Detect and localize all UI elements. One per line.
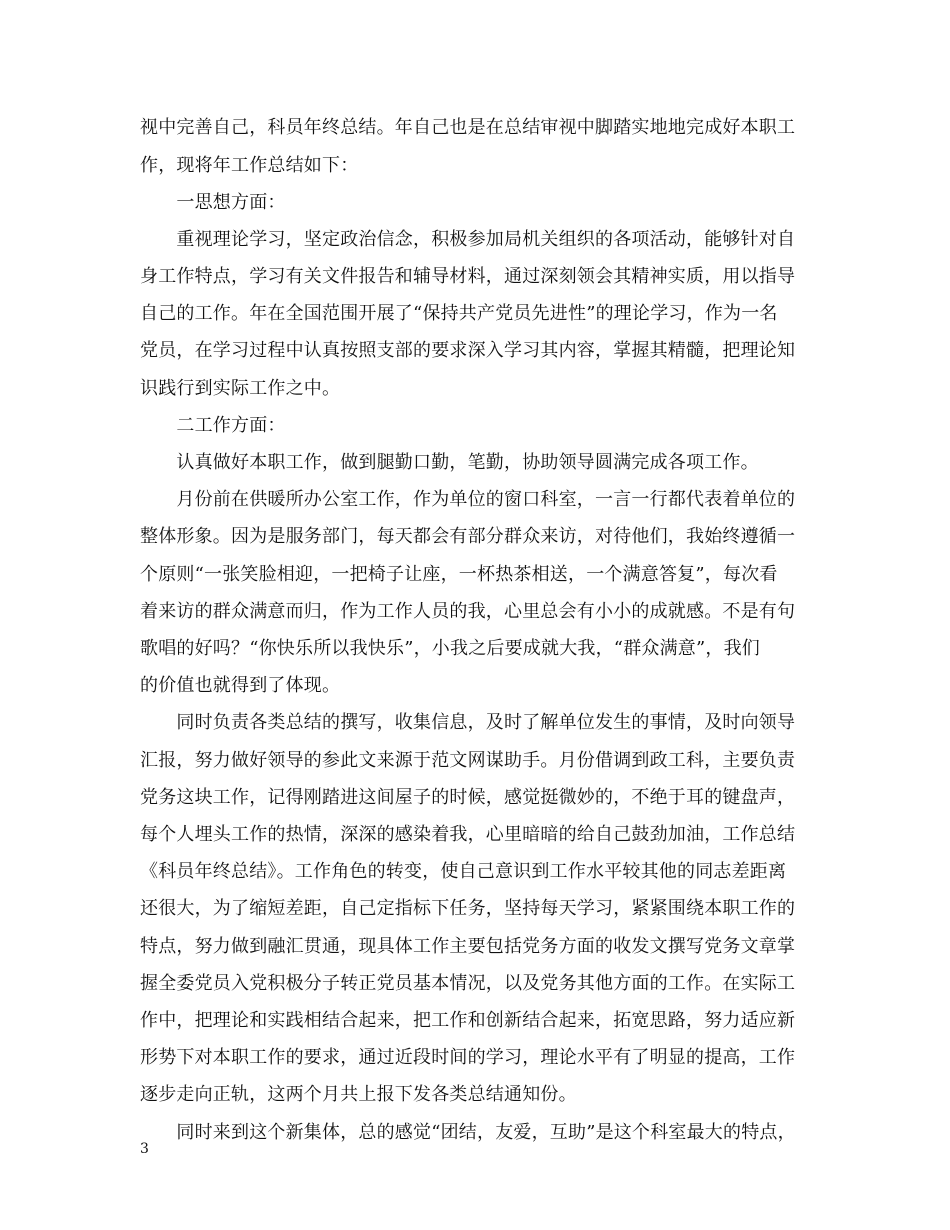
text-line: 识践行到实际工作之中。 xyxy=(140,378,341,399)
text-line: 个原则“一张笑脸相迎，一把椅子让座，一杯热茶相送，一个满意答复”，每次看 xyxy=(140,564,778,585)
text-line: 重视理论学习，坚定政治信念，积极参加局机关组织的各项活动，能够针对自 xyxy=(140,229,796,250)
text-line: 党员，在学习过程中认真按照支部的要求深入学习其内容，掌握其精髓，把理论知 xyxy=(140,340,796,361)
text-line: 形势下对本职工作的要求，通过近段时间的学习，理论水平有了明显的提高，工作 xyxy=(140,1047,796,1068)
text-line: 还很大，为了缩短差距，自己定指标下任务，坚持每天学习，紧紧围绕本职工作的 xyxy=(140,898,796,919)
text-line: 着来访的群众满意而归，作为工作人员的我，心里总会有小小的成就感。不是有句 xyxy=(140,601,796,622)
text-line: 视中完善自己，科员年终总结。年自己也是在总结审视中脚踏实地地完成好本职工 xyxy=(140,117,796,138)
text-line: 身工作特点，学习有关文件报告和辅导材料，通过深刻领会其精神实质，用以指导 xyxy=(140,266,796,287)
text-line: 同时负责各类总结的撰写，收集信息，及时了解单位发生的事情，及时向领导 xyxy=(140,712,796,733)
text-line: 逐步走向正轨，这两个月共上报下发各类总结通知份。 xyxy=(140,1084,577,1105)
text-line: 汇报，努力做好领导的参此文来源于范文网谋助手。月份借调到政工科，主要负责 xyxy=(140,750,796,771)
text-line: 《科员年终总结》。工作角色的转变，使自己意识到工作水平较其他的同志差距离 xyxy=(140,861,787,882)
text-line: 握全委党员入党积极分子转正党员基本情况，以及党务其他方面的工作。在实际工 xyxy=(140,973,796,994)
text-line: 特点，努力做到融汇贯通，现具体工作主要包括党务方面的收发文撰写党务文章掌 xyxy=(140,936,796,957)
text-line: 月份前在供暖所办公室工作，作为单位的窗口科室，一言一行都代表着单位的 xyxy=(140,489,796,510)
text-line: 整体形象。因为是服务部门，每天都会有部分群众来访，对待他们，我始终遵循一 xyxy=(140,526,796,547)
text-line: 每个人埋头工作的热情，深深的感染着我，心里暗暗的给自己鼓劲加油，工作总结 xyxy=(140,824,796,845)
text-line: 作中，把理论和实践相结合起来，把工作和创新结合起来，拓宽思路，努力适应新 xyxy=(140,1010,796,1031)
section-heading: 一思想方面： xyxy=(140,192,286,213)
page-number: 3 xyxy=(140,1141,149,1157)
section-heading: 二工作方面： xyxy=(140,415,286,436)
text-line: 认真做好本职工作，做到腿勤口勤，笔勤，协助领导圆满完成各项工作。 xyxy=(140,452,759,473)
text-line: 歌唱的好吗？“你快乐所以我快乐”，小我之后要成就大我，“群众满意”，我们 xyxy=(140,638,761,659)
text-line: 自己的工作。年在全国范围开展了“保持共产党员先进性”的理论学习，作为一名 xyxy=(140,303,778,324)
text-line: 作，现将年工作总结如下： xyxy=(140,155,359,176)
text-line: 同时来到这个新集体，总的感觉“团结，友爱，互助”是这个科室最大的特点， xyxy=(140,1122,796,1143)
text-line: 党务这块工作，记得刚踏进这间屋子的时候，感觉挺微妙的，不绝于耳的键盘声， xyxy=(140,787,796,808)
text-line: 的价值也就得到了体现。 xyxy=(140,675,341,696)
